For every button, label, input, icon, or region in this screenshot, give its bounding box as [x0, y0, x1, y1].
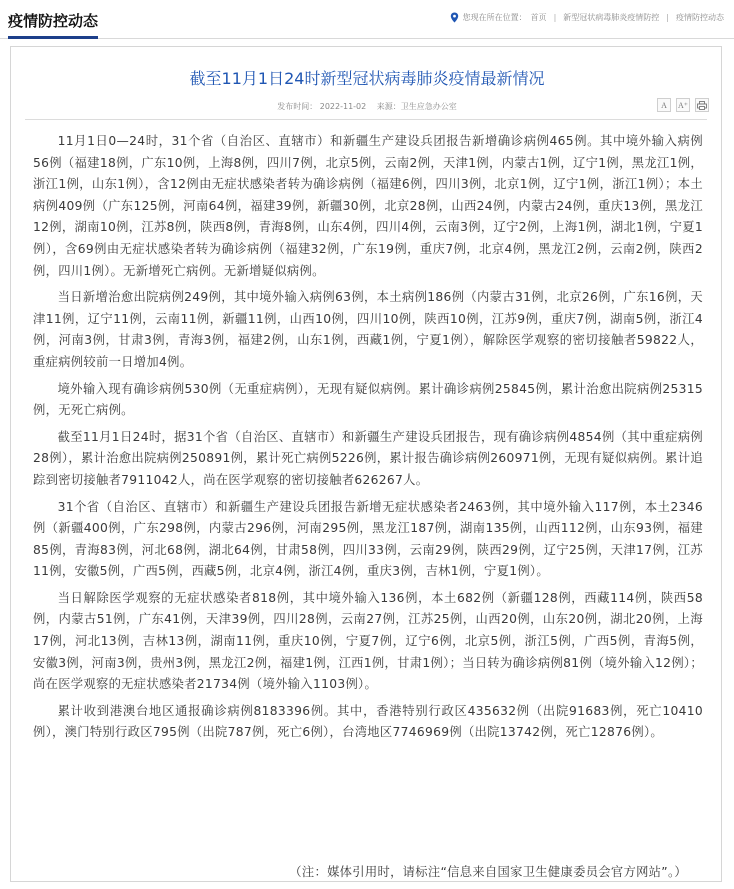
article-paragraph: 31个省（自治区、直辖市）和新疆生产建设兵团报告新增无症状感染者2463例，其中境外输入117例，本土2346例（新疆400例，广东298例，内蒙古296例，河南295例，黑龙江187例，湖南135例，山西112例，山东93例，福建85例，青海83例，河北68例，湖北64例，甘肃58例，四川33例，云南29例，陕西29例，辽宁25例，天津17例，江苏11例，安徽5例，广西5例，西藏5例，北京4例，浙江4例，重庆3例，吉林1例，宁夏1例）。	[33, 499, 703, 579]
article-tools	[657, 98, 709, 112]
location-pin-icon	[450, 12, 459, 23]
article-body	[33, 131, 703, 749]
article-source: 来源：卫生应急办公室	[376, 102, 457, 111]
article-meta	[11, 101, 723, 112]
top-bar	[0, 0, 734, 39]
article-paragraph: 当日解除医学观察的无症状感染者818例，其中境外输入136例，本土682例（新疆128例，西藏114例，陕西58例，内蒙古51例，广东41例，天津39例，四川28例，云南27例，江苏25例，山西20例，山东20例，湖北20例，上海17例，河北13例，吉林13例，湖南11例，重庆10例，宁夏7例，辽宁6例，北京5例，浙江5例，广西5例，青海5例，安徽3例，河南3例，贵州3例，黑龙江2例，福建1例，江西1例，甘肃1例）；当日转为确诊病例81例（境外输入12例）；尚在医学观察的无症状感染者21734例（境外输入1103例）。	[33, 590, 703, 692]
breadcrumb-current[interactable]: 疫情防控动态	[676, 13, 724, 22]
title-divider	[25, 119, 707, 120]
section-title: 疫情防控动态	[8, 10, 98, 39]
article-paragraph: 累计收到港澳台地区通报确诊病例8183396例。其中，香港特别行政区435632例（出院91683例，死亡10410例），澳门特别行政区795例（出院787例，死亡6例），台湾地区7746969例（出院13742例，死亡12876例）。	[33, 703, 703, 740]
breadcrumb-epidemic-control[interactable]: 新型冠状病毒肺炎疫情防控	[563, 13, 660, 22]
article-paragraph: 境外输入现有确诊病例530例（无重症病例），无现有疑似病例。累计确诊病例25845例，累计治愈出院病例25315例，无死亡病例。	[33, 381, 703, 418]
breadcrumb	[450, 12, 724, 23]
article-paragraph: 11月1日0—24时，31个省（自治区、直辖市）和新疆生产建设兵团报告新增确诊病例465例。其中境外输入病例56例（福建18例，广东10例，上海8例，四川7例，北京5例，云南2例，天津1例，内蒙古1例，辽宁1例，黑龙江1例，浙江1例，山东1例），含12例由无症状感染者转为确诊病例（福建6例，四川3例，北京1例，辽宁1例，浙江1例）；本土病例409例（广东125例，河南64例，福建39例，新疆30例，北京28例，山西24例，内蒙古24例，重庆13例，黑龙江12例，湖南10例，江苏8例，陕西8例，青海8例，山东4例，四川4例，云南3例，辽宁2例，上海1例，湖北1例，宁夏1例），含69例由无症状感染者转为确诊病例（福建32例，广东19例，重庆7例，北京4例，黑龙江2例，云南2例，陕西2例，四川1例）。无新增死亡病例。无新增疑似病例。	[33, 134, 703, 278]
breadcrumb-location-label: 您现在所在位置：	[462, 13, 527, 22]
article-title: 截至11月1日24时新型冠状病毒肺炎疫情最新情况	[189, 69, 545, 88]
print-button[interactable]	[695, 98, 709, 112]
article-paragraph: 截至11月1日24时，据31个省（自治区、直辖市）和新疆生产建设兵团报告，现有确诊病例4854例（其中重症病例28例），累计治愈出院病例250891例，累计死亡病例5226例，累计报告确诊病例260971例，无现有疑似病例。累计追踪到密切接触者7911042人，尚在医学观察的密切接触者626267人。	[33, 429, 703, 487]
breadcrumb-separator: |	[666, 13, 669, 22]
print-icon	[697, 101, 707, 110]
breadcrumb-home[interactable]: 首页	[530, 13, 547, 22]
breadcrumb-separator: |	[553, 13, 557, 22]
article-panel	[10, 46, 722, 882]
publish-time: 发布时间： 2022-11-02	[277, 102, 367, 111]
font-increase-button[interactable]: A⁺	[676, 98, 690, 112]
media-citation-note: （注：媒体引用时，请标注“信息来自国家卫生健康委员会官方网站”。）	[289, 865, 687, 879]
font-decrease-button[interactable]: A	[657, 98, 671, 112]
article-paragraph: 当日新增治愈出院病例249例，其中境外输入病例63例，本土病例186例（内蒙古31例，北京26例，广东16例，天津11例，辽宁11例，云南11例，新疆11例，山西10例，四川10例，陕西10例，江苏9例，重庆7例，湖南5例，浙江4例，河南3例，甘肃3例，青海3例，福建2例，山东1例，西藏1例，宁夏1例），解除医学观察的密切接触者59822人，重症病例较前一日增加4例。	[33, 290, 703, 369]
